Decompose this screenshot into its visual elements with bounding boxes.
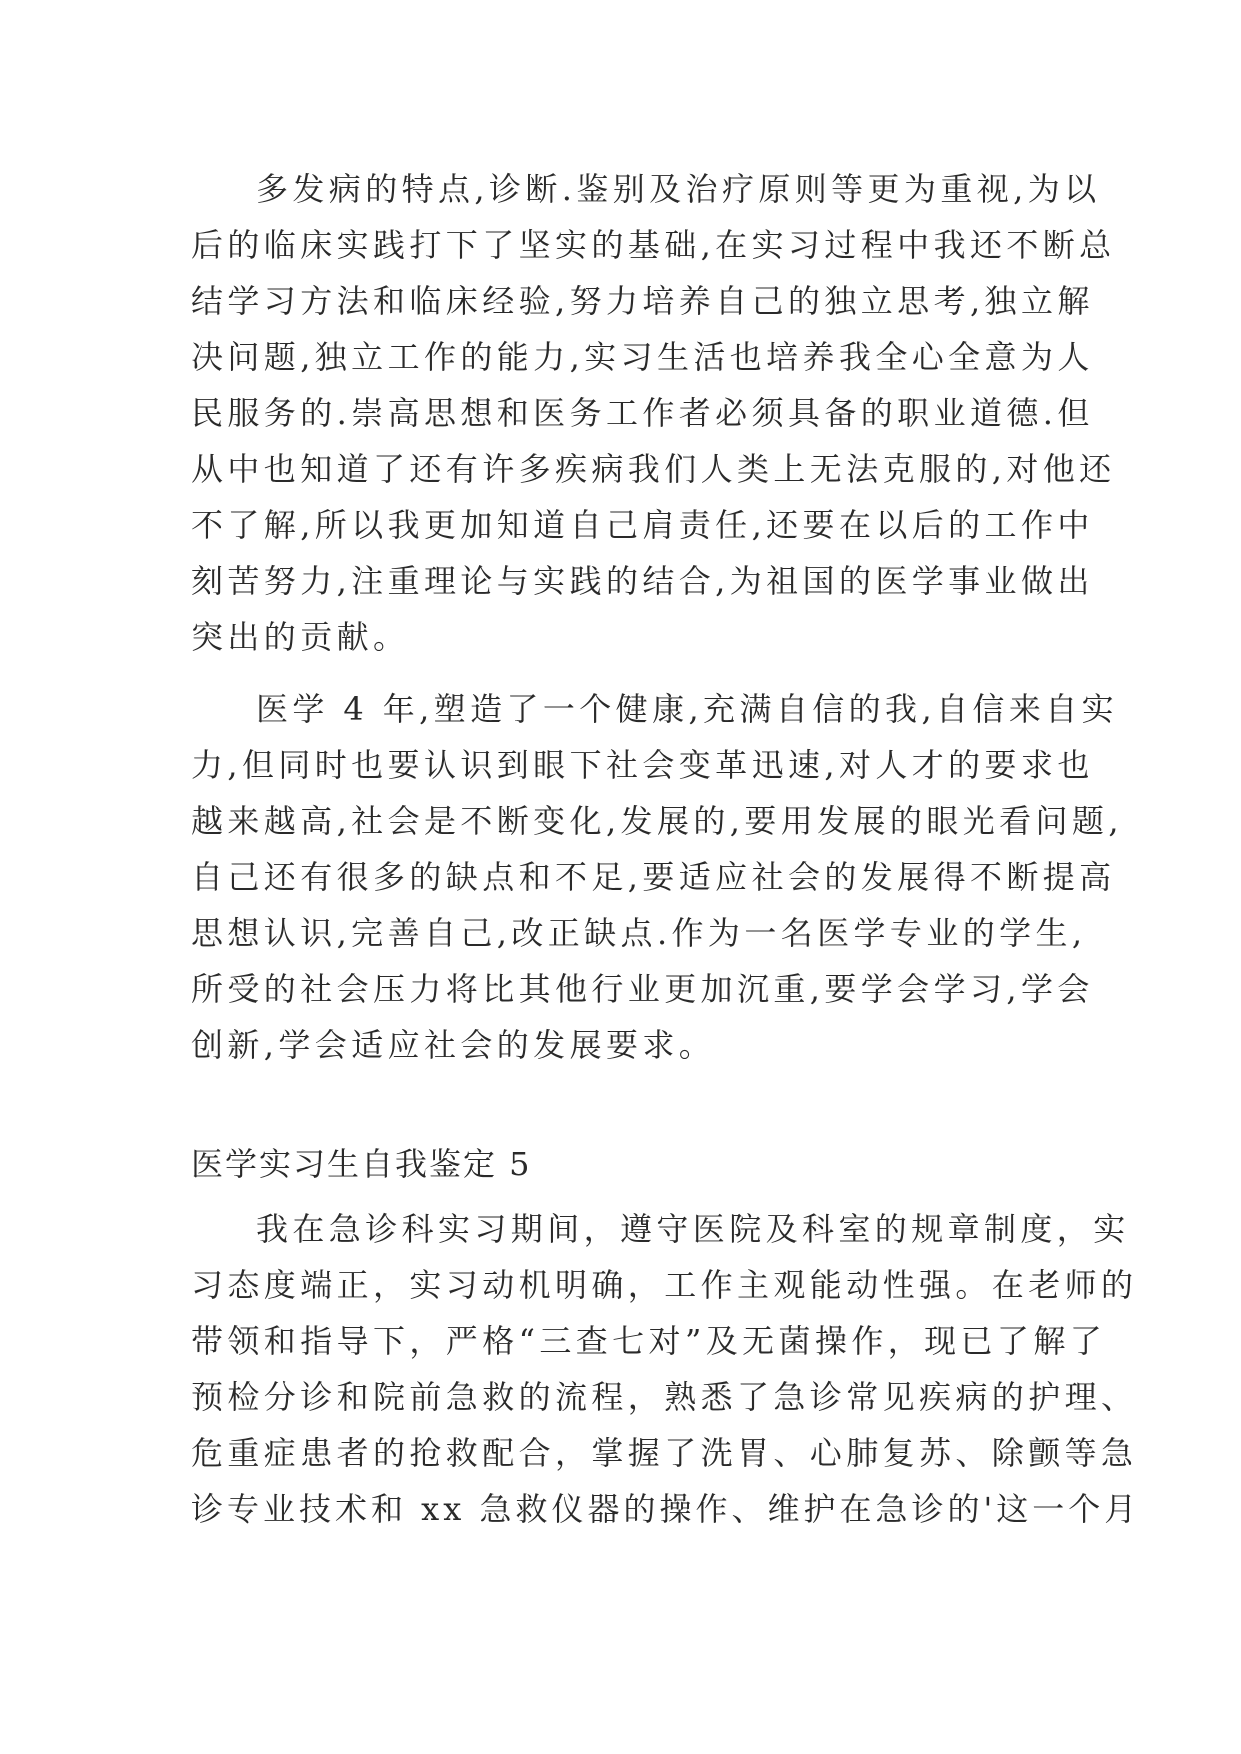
text-line: 不了解,所以我更加知道自己肩责任,还要在以后的工作中 [191, 506, 1094, 544]
text-line: 自己还有很多的缺点和不足,要适应社会的发展得不断提高 [191, 858, 1116, 896]
text-line: 思想认识,完善自己,改正缺点.作为一名医学专业的学生, [191, 914, 1087, 952]
text-line: 我在急诊科实习期间，遵守医院及科室的规章制度，实 [256, 1210, 1130, 1248]
text-line: 医学 4 年,塑造了一个健康,充满自信的我,自信来自实 [256, 690, 1119, 728]
text-line: 后的临床实践打下了坚实的基础,在实习过程中我还不断总 [191, 226, 1116, 264]
text-line: 多发病的特点,诊断.鉴别及治疗原则等更为重视,为以 [256, 170, 1101, 208]
text-line: 结学习方法和临床经验,努力培养自己的独立思考,独立解 [191, 282, 1094, 320]
text-line: 危重症患者的抢救配合，掌握了洗胃、心肺复苏、除颤等急 [191, 1434, 1138, 1472]
text-line: 越来越高,社会是不断变化,发展的,要用发展的眼光看问题, [191, 802, 1123, 840]
text-line: 决问题,独立工作的能力,实习生活也培养我全心全意为人 [191, 338, 1094, 376]
text-line: 突出的贡献。 [191, 618, 410, 656]
text-line: 预检分诊和院前急救的流程，熟悉了急诊常见疾病的护理、 [191, 1378, 1138, 1416]
text-line: 习态度端正，实习动机明确，工作主观能动性强。在老师的 [191, 1266, 1138, 1304]
text-line: 民服务的.崇高思想和医务工作者必须具备的职业道德.但 [191, 394, 1094, 432]
text-line: 从中也知道了还有许多疾病我们人类上无法克服的,对他还 [191, 450, 1116, 488]
text-line: 创新,学会适应社会的发展要求。 [191, 1026, 716, 1064]
text-line: 带领和指导下，严格“三查七对”及无菌操作，现已了解了 [191, 1322, 1107, 1360]
text-line: 力,但同时也要认识到眼下社会变革迅速,对人才的要求也 [191, 746, 1094, 784]
text-line: 所受的社会压力将比其他行业更加沉重,要学会学习,学会 [191, 970, 1094, 1008]
text-line: 诊专业技术和 xx 急救仪器的操作、维护在急诊的'这一个月 [191, 1490, 1141, 1528]
text-line: 刻苦努力,注重理论与实践的结合,为祖国的医学事业做出 [191, 562, 1094, 600]
section-heading: 医学实习生自我鉴定 5 [191, 1145, 532, 1183]
